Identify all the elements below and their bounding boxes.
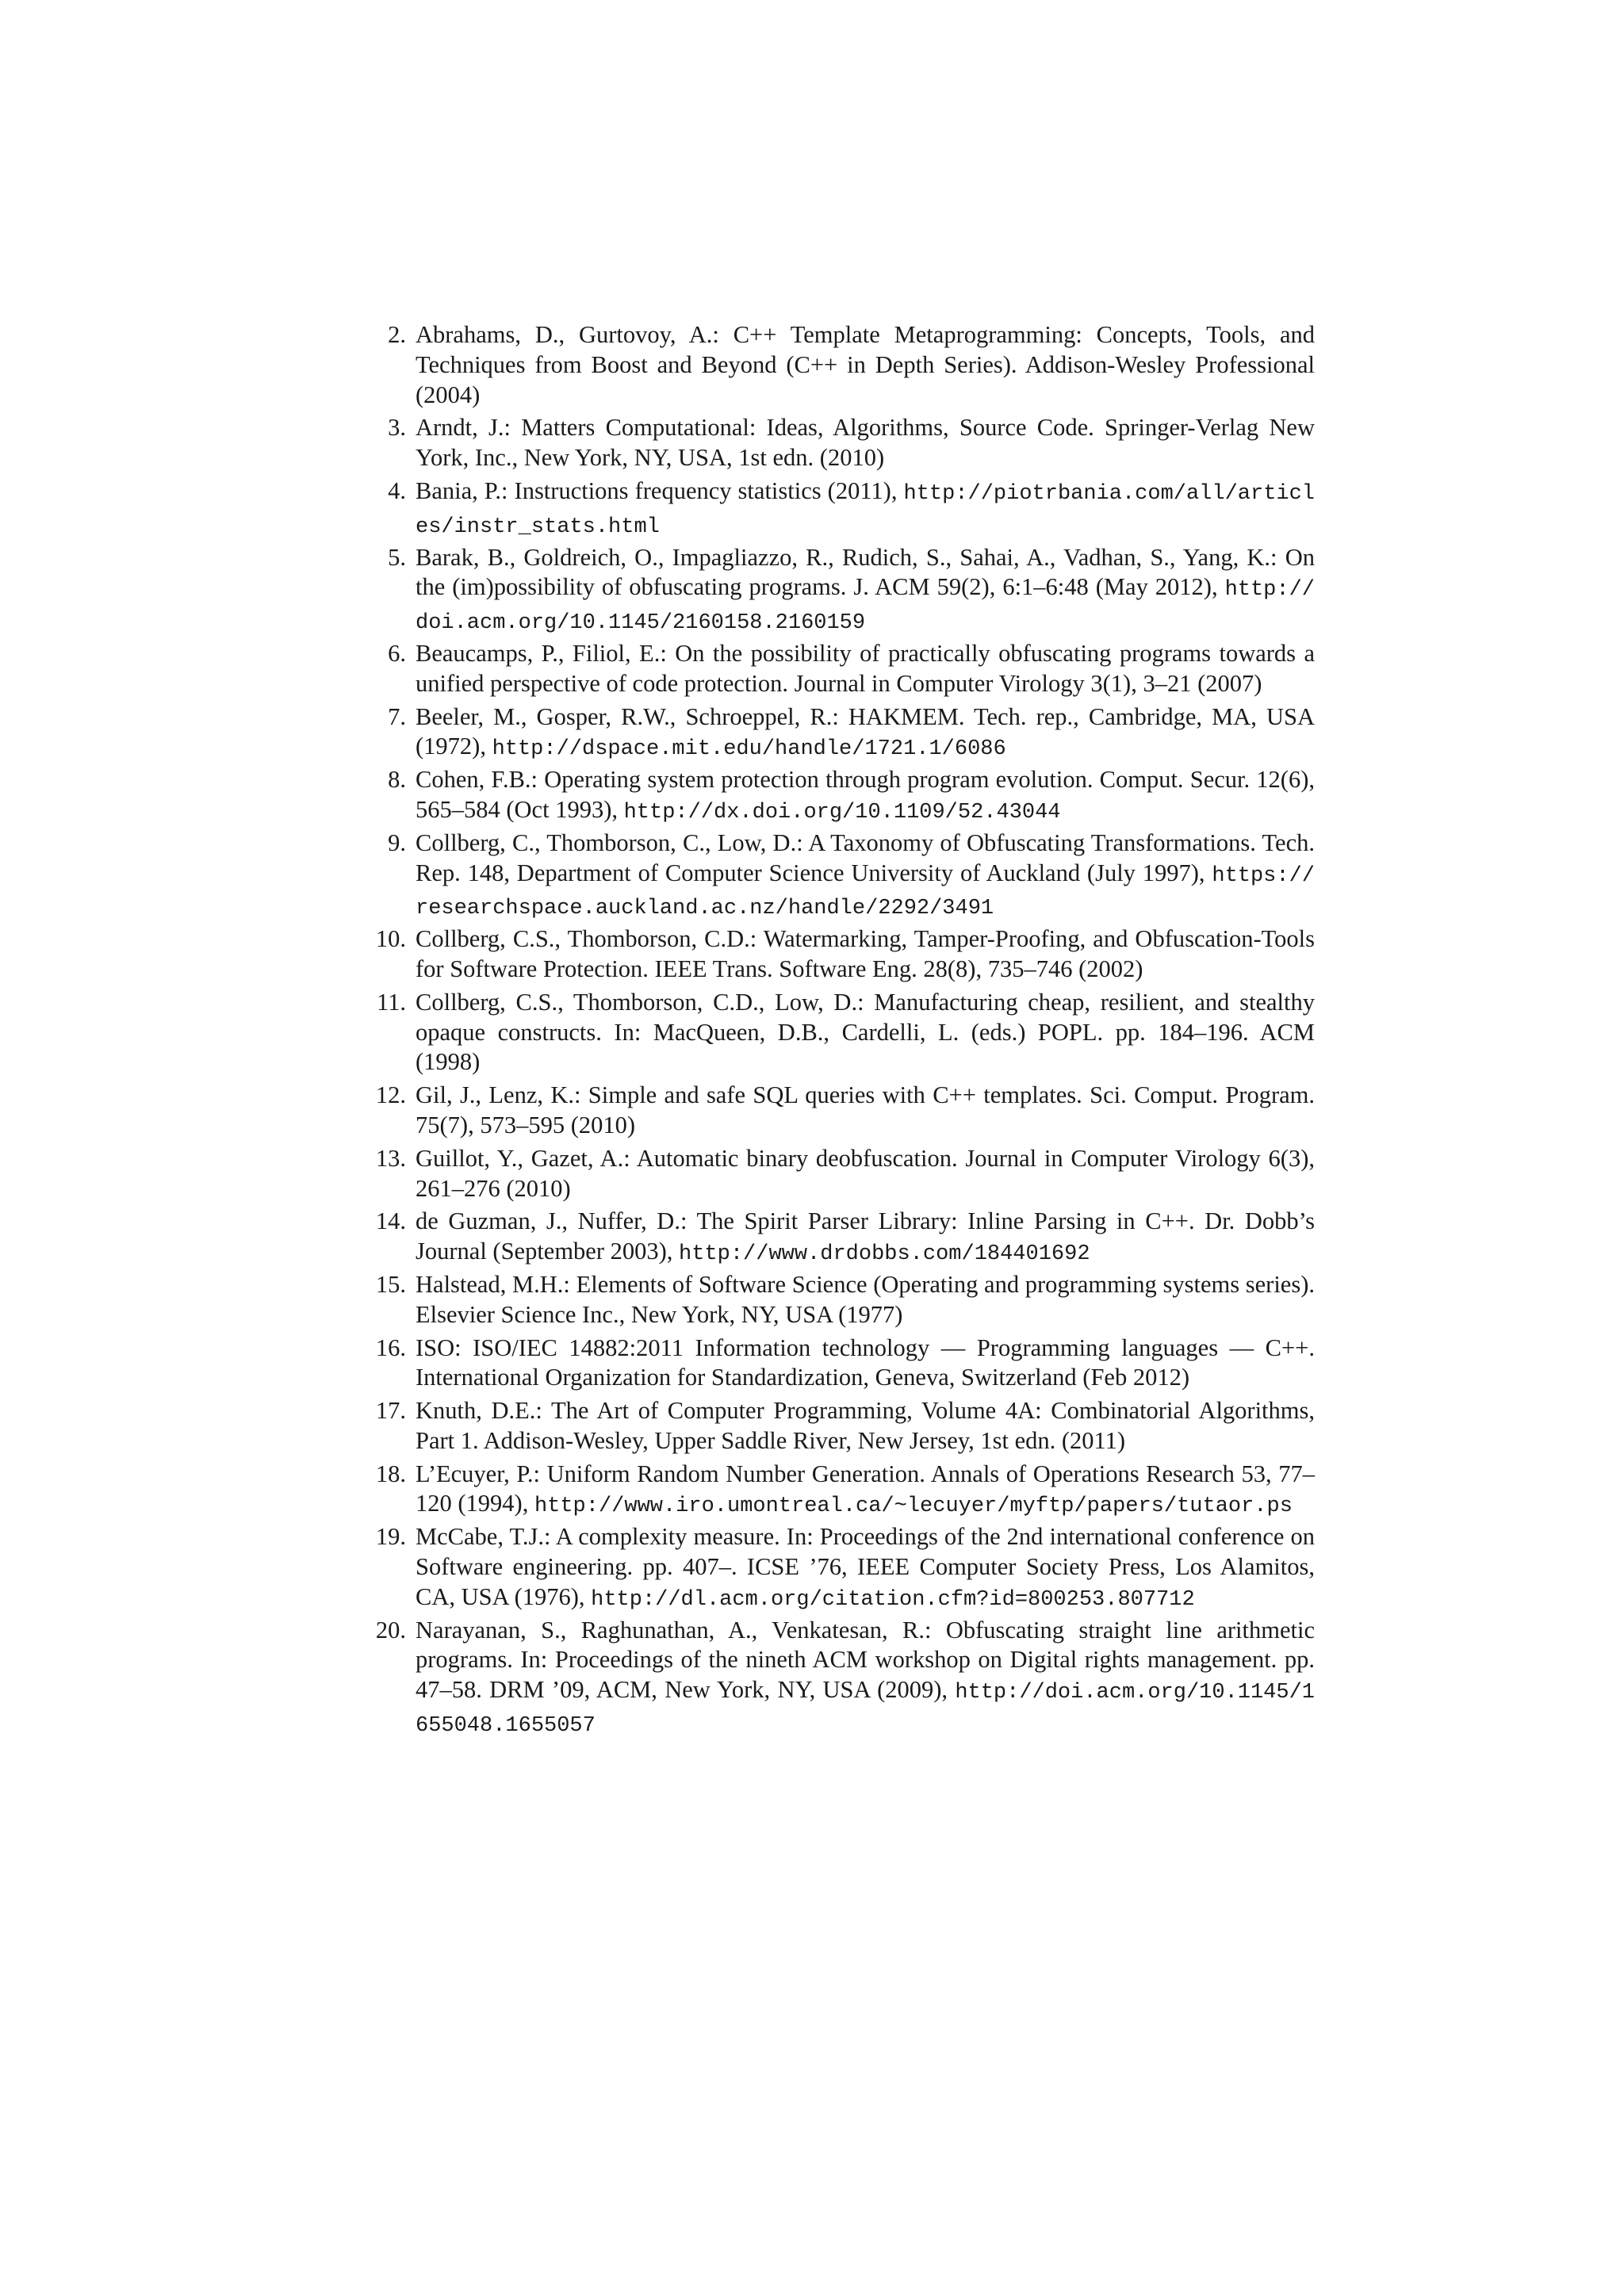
reference-item [375,1396,1315,1460]
reference-item [388,413,1315,476]
reference-item [388,543,1315,639]
reference-number: 3. [388,414,406,442]
reference-body: Knuth, D.E.: The Art of Computer Programming, Volume 4A: Combinatorial Algorithms, Part 1. Addison-Wesley, Upper Saddle River, New Jersey, 1st edn. (2011) [416,1397,1315,1454]
reference-text [416,1522,1315,1615]
reference-text [416,828,1315,924]
reference-body: Collberg, C., Thomborson, C., Low, D.: A Taxonomy of Obfuscating Transformations. Tech. Rep. 148, Department of Computer Science University of Auckland (July 1997), [416,828,1315,886]
reference-item [375,1616,1315,1742]
reference-text [416,702,1315,766]
reference-body: Gil, J., Lenz, K.: Simple and safe SQL queries with C++ templates. Sci. Comput. Program. 75(7), 573–595 (2010) [416,1081,1315,1138]
reference-number: 6. [388,639,406,667]
reference-number: 14. [375,1207,406,1235]
reference-body: Guillot, Y., Gazet, A.: Automatic binary deobfuscation. Journal in Computer Virology 6(3), 261–276 (2010) [416,1144,1315,1202]
reference-body: McCabe, T.J.: A complexity measure. In: Proceedings of the 2nd international conference on Software engineering. pp. 407–. ICSE ’76, IEEE Computer Society Press, Los Alamitos, CA, USA (1976), [416,1523,1315,1610]
reference-item [375,1270,1315,1334]
reference-body: Beeler, M., Gosper, R.W., Schroeppel, R.: HAKMEM. Tech. rep., Cambridge, MA, USA (1972), [416,702,1315,760]
reference-number: 18. [375,1460,406,1487]
reference-item [377,988,1315,1081]
reference-url[interactable]: https://researchspace.auckland.ac.nz/handle/2292/3491 [416,863,1315,921]
reference-number: 2. [388,321,406,348]
reference-item [375,1522,1315,1615]
reference-item [388,320,1315,413]
reference-list [375,320,1315,1742]
reference-body: Narayanan, S., Raghunathan, A., Venkatesan, R.: Obfuscating straight line arithmetic programs. In: Proceedings of the nineth ACM workshop on Digital rights management. pp. 47–58. DRM ’09, ACM, New York, NY, USA (2009), [416,1616,1315,1704]
reference-text [416,476,1315,543]
reference-url[interactable]: http://doi.acm.org/10.1145/1655048.1655057 [416,1681,1315,1739]
reference-number: 11. [377,988,406,1016]
reference-number: 8. [388,766,406,794]
reference-number: 9. [388,828,406,856]
reference-item [388,828,1315,924]
reference-text [416,1144,1315,1207]
reference-text [416,1334,1315,1397]
reference-body: Beaucamps, P., Filiol, E.: On the possibility of practically obfuscating programs towards a unified perspective of code protection. Journal in Computer Virology 3(1), 3–21 (2007) [416,639,1315,697]
reference-item [375,1207,1315,1270]
reference-item [388,639,1315,702]
reference-text [416,1081,1315,1144]
reference-body: Halstead, M.H.: Elements of Software Science (Operating and programming systems series). Elsevier Science Inc., New York, NY, USA (1977) [416,1270,1315,1328]
reference-text [416,1460,1315,1523]
reference-url[interactable]: http://dspace.mit.edu/handle/1721.1/6086 [492,737,1006,762]
reference-number: 20. [375,1616,406,1644]
reference-url[interactable]: http://piotrbania.com/all/articles/instr_stats.html [416,481,1315,539]
reference-url[interactable]: http://www.drdobbs.com/184401692 [679,1242,1090,1267]
reference-body: Arndt, J.: Matters Computational: Ideas, Algorithms, Source Code. Springer-Verlag New York, Inc., New York, NY, USA, 1st edn. (2010) [416,414,1315,472]
reference-number: 13. [375,1144,406,1172]
reference-number: 12. [375,1081,406,1109]
reference-item [375,1334,1315,1397]
reference-item [388,702,1315,766]
reference-item [388,765,1315,828]
reference-text [416,924,1315,988]
reference-text [416,543,1315,639]
reference-url[interactable]: http://dx.doi.org/10.1109/52.43044 [623,800,1061,825]
reference-text [416,988,1315,1081]
reference-text [416,765,1315,828]
reference-number: 15. [375,1270,406,1298]
reference-text [416,639,1315,702]
reference-number: 10. [375,925,406,953]
reference-body: Abrahams, D., Gurtovoy, A.: C++ Template Metaprogramming: Concepts, Tools, and Techniques from Boost and Beyond (C++ in Depth Series). Addison-Wesley Professional (2004) [416,321,1315,408]
reference-url[interactable]: http://dl.acm.org/citation.cfm?id=800253.807712 [591,1587,1195,1612]
reference-number: 19. [375,1523,406,1551]
reference-text [416,320,1315,413]
reference-item [375,1144,1315,1207]
reference-text [416,1270,1315,1334]
reference-body: L’Ecuyer, P.: Uniform Random Number Generation. Annals of Operations Research 53, 77–120 (1994), [416,1460,1315,1517]
reference-body: Bania, P.: Instructions frequency statistics (2011), [416,476,904,504]
reference-item [388,476,1315,543]
reference-number: 7. [388,702,406,730]
reference-body: de Guzman, J., Nuffer, D.: The Spirit Parser Library: Inline Parsing in C++. Dr. Dobb’s Journal (September 2003), [416,1207,1315,1265]
reference-number: 4. [388,476,406,504]
reference-text [416,413,1315,476]
reference-body: Collberg, C.S., Thomborson, C.D.: Watermarking, Tamper-Proofing, and Obfuscation-Tools for Software Protection. IEEE Trans. Software Eng. 28(8), 735–746 (2002) [416,925,1315,982]
reference-url[interactable]: http://www.iro.umontreal.ca/~lecuyer/myftp/papers/tutaor.ps [534,1494,1293,1519]
reference-body: Cohen, F.B.: Operating system protection through program evolution. Comput. Secur. 12(6), 565–584 (Oct 1993), [416,766,1315,823]
reference-item [375,1081,1315,1144]
reference-body: Barak, B., Goldreich, O., Impagliazzo, R., Rudich, S., Sahai, A., Vadhan, S., Yang, K.: On the (im)possibility of obfuscating programs. J. ACM 59(2), 6:1–6:48 (May 2012), [416,543,1315,601]
reference-number: 5. [388,543,406,571]
reference-item [375,1460,1315,1523]
reference-item [375,924,1315,988]
reference-text [416,1616,1315,1742]
reference-text [416,1207,1315,1270]
reference-text [416,1396,1315,1460]
reference-body: ISO: ISO/IEC 14882:2011 Information technology — Programming languages — C++. International Organization for Standardization, Geneva, Switzerland (Feb 2012) [416,1334,1315,1391]
reference-body: Collberg, C.S., Thomborson, C.D., Low, D.: Manufacturing cheap, resilient, and stealthy opaque constructs. In: MacQueen, D.B., Cardelli, L. (eds.) POPL. pp. 184–196. ACM (1998) [416,988,1315,1076]
reference-number: 17. [375,1397,406,1425]
reference-url[interactable]: http://doi.acm.org/10.1145/2160158.2160159 [416,578,1315,636]
reference-number: 16. [375,1334,406,1361]
